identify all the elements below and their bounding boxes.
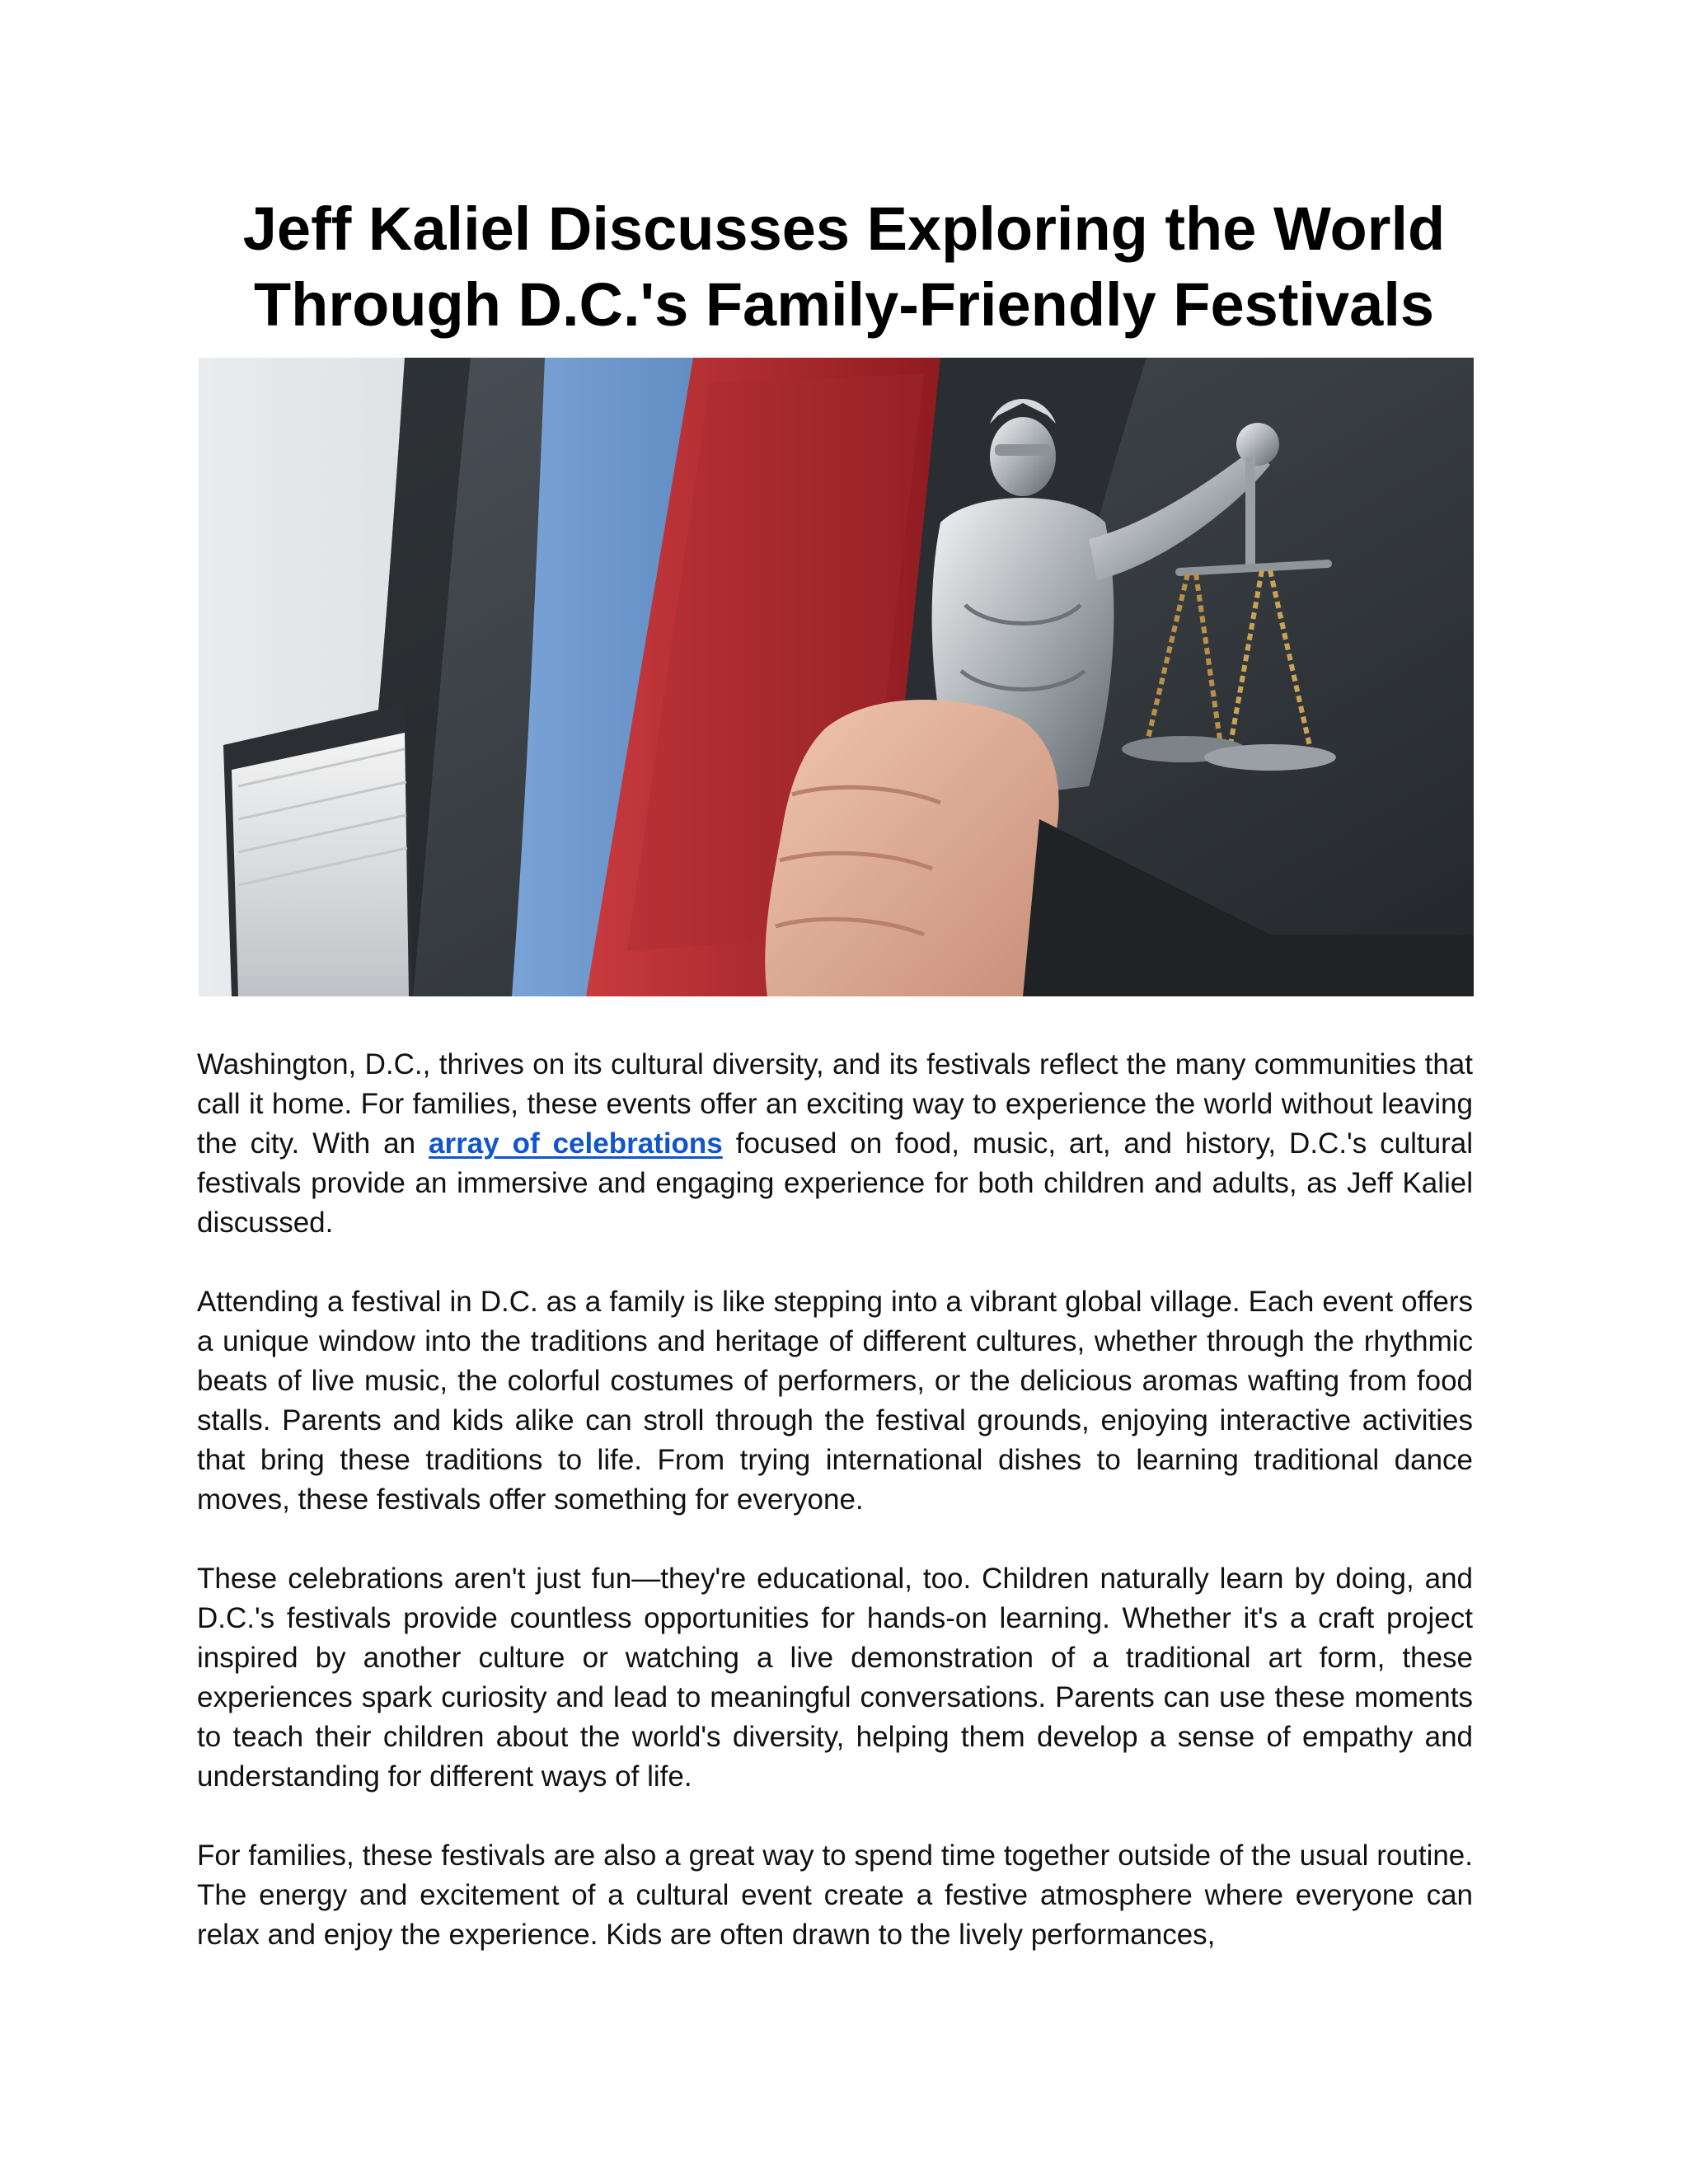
paragraph-intro-text-before: Washington, D.C., thrives on its cultural diversity, and its festivals reflect the many communities that call it home. For families, these events offer an exciting way to experience the world without leaving the city. With an xyxy=(197,1048,1473,1160)
paragraph-global-village: Attending a festival in D.C. as a family is like stepping into a vibrant global village. Each event offers a unique window into the traditions and heritage of different cultures, whether through the rhythmic beats of live music, the colorful costumes of performers, or the delicious aromas wafting from food stalls. Parents and kids alike can stroll through the festival grounds, enjoying interactive activities that bring these traditions to life. From trying international dishes to learning traditional dance moves, these festivals offer something for everyone. xyxy=(197,1286,1473,1516)
paragraph-intro xyxy=(197,1045,1473,1243)
article-title-line-2: Through D.C.'s Family-Friendly Festivals xyxy=(253,270,1435,339)
paragraph-educational: These celebrations aren't just fun—they're educational, too. Children naturally learn by doing, and D.C.'s festivals provide countless opportunities for hands-on learning. Whether it's a craft project inspired by another culture or watching a live demonstration of a traditional art form, these experiences spark curiosity and lead to meaningful conversations. Parents can use these moments to teach their children about the world's diversity, helping them develop a sense of empathy and understanding for different ways of life. xyxy=(197,1563,1473,1793)
article-title xyxy=(198,191,1490,343)
paragraph-intro-text-after: focused on food, music, art, and history, D.C.'s cultural festivals provide an immersive and engaging experience for both children and adults, as Jeff Kaliel discussed. xyxy=(197,1127,1474,1239)
book xyxy=(223,704,413,996)
article-title-line-1: Jeff Kaliel Discusses Exploring the World xyxy=(242,194,1446,263)
paragraph-family-time: For families, these festivals are also a great way to spend time together outside of the usual routine. The energy and excitement of a cultural event create a festive atmosphere where everyone can relax and enjoy the experience. Kids are often drawn to the lively performances, xyxy=(197,1840,1473,1951)
hero-image xyxy=(199,358,1474,996)
array-of-celebrations-link[interactable]: array of celebrations xyxy=(429,1127,723,1160)
article-body xyxy=(197,1045,1473,1994)
